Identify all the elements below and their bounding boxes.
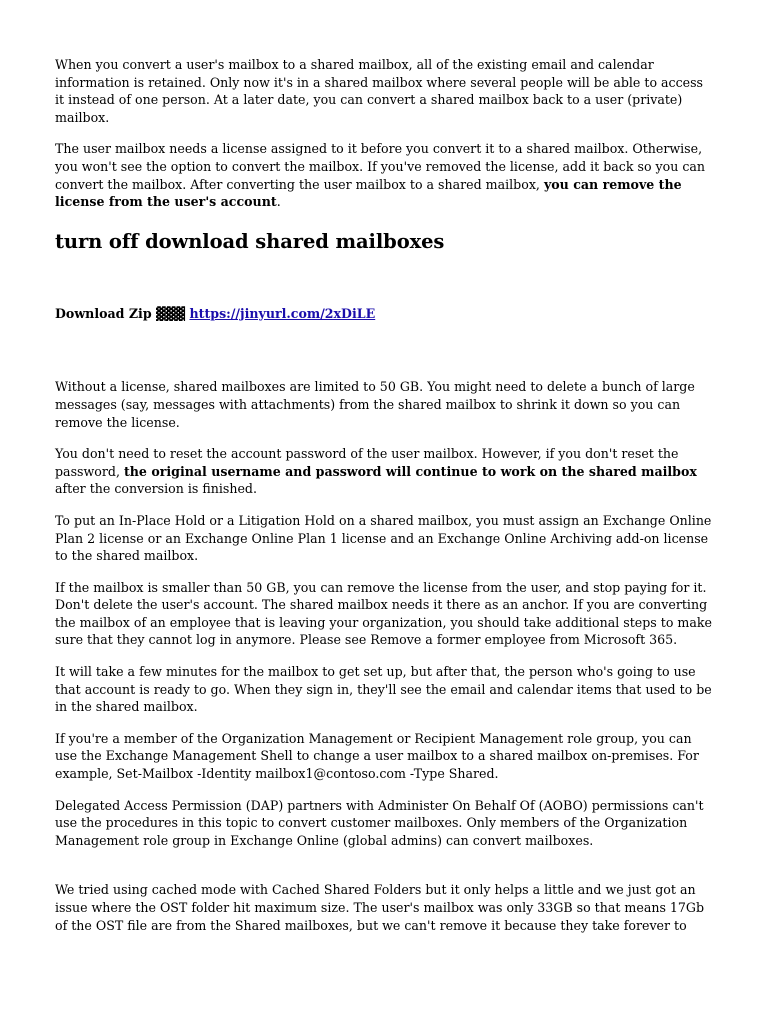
body-paragraph-3: To put an In-Place Hold or a Litigation Hold on a shared mailbox, you must assign an Exchange Online Plan 2 license or an Exchange Online Plan 1 license and an Exchange Online Archiving add-on license to the shared mailbox. (55, 512, 712, 564)
document-page (55, 56, 715, 934)
intro-paragraph-2-bold: you can remove the license from the user's account (55, 176, 682, 210)
body-paragraph-2 (55, 445, 715, 498)
body-paragraph-6: If you're a member of the Organization Management or Recipient Management role group, you can use the Exchange Management Shell to change a user mailbox to a shared mailbox on-premises. For example, Set-Mailbox -Identity mailbox1@contoso.com -Type Shared. (55, 730, 699, 782)
body-paragraph-2-bold: the original username and password will continue to work on the shared mailbox (123, 463, 697, 479)
intro-paragraph-2 (55, 140, 715, 210)
download-line (55, 305, 715, 323)
body-paragraph-2-text: You don't need to reset the account password of the user mailbox. However, if you don't reset the password, (55, 446, 679, 479)
download-link[interactable]: https://jinyurl.com/2xDiLE (189, 305, 376, 321)
intro-paragraph-1: When you convert a user's mailbox to a shared mailbox, all of the existing email and calendar information is retained. Only now it's in a shared mailbox where several people will be able to access it instead of one person. At a later date, you can convert a shared mailbox back to a user (private) mailbox. (55, 57, 704, 125)
intro-paragraph-2-end: . (276, 194, 281, 210)
download-arrows: ▓▓▓ (156, 305, 186, 321)
body-paragraph-2-end: after the conversion is finished. (55, 481, 257, 497)
body-paragraph-5: It will take a few minutes for the mailbox to get set up, but after that, the person who's going to use that account is ready to go. When they sign in, they'll see the email and calendar items that used to be in the shared mailbox. (55, 664, 712, 715)
intro-paragraph-2-text: The user mailbox needs a license assigned to it before you convert it to a shared mailbox. Otherwise, you won't see the option to convert the mailbox. If you've removed the license, add it back so you can convert the mailbox. After converting the user mailbox to a shared mailbox, (55, 141, 706, 192)
body-paragraph-8: We tried using cached mode with Cached Shared Folders but it only helps a little and we just got an issue where the OST folder hit maximum size. The user's mailbox was only 33GB so that means 17Gb of the OST file are from the Shared mailboxes, but we can't remove it because they take forever to (55, 882, 705, 933)
download-label: Download Zip (55, 305, 152, 321)
page-heading: turn off download shared mailboxes (55, 229, 445, 253)
body-paragraph-1: Without a license, shared mailboxes are limited to 50 GB. You might need to delete a bunch of large messages (say, messages with attachments) from the shared mailbox to shrink it down so you can remove the license. (55, 379, 695, 430)
body-paragraph-4: If the mailbox is smaller than 50 GB, you can remove the license from the user, and stop paying for it. Don't delete the user's account. The shared mailbox needs it there as an anchor. If you are converting the mailbox of an employee that is leaving your organization, you should take additional steps to make sure that they cannot log in anymore. Please see Remove a former employee from Microsoft 365. (55, 579, 712, 648)
body-paragraph-7: Delegated Access Permission (DAP) partners with Administer On Behalf Of (AOBO) permissions can't use the procedures in this topic to convert customer mailboxes. Only members of the Organization Management role group in Exchange Online (global admins) can convert mailboxes. (55, 797, 704, 848)
